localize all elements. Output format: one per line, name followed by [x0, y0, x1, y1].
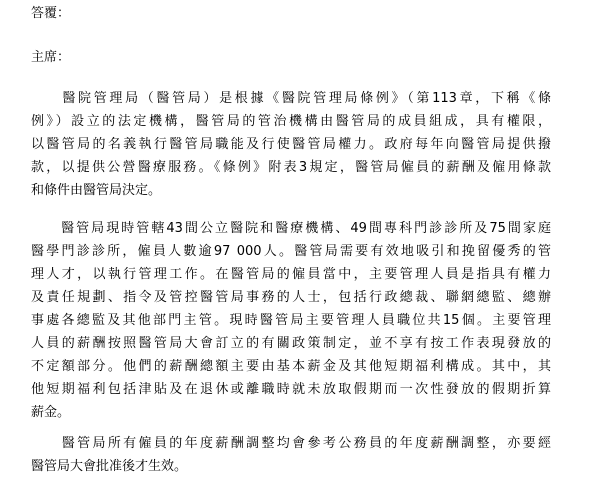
paragraph-3 [31, 436, 551, 482]
paragraph-line: 款，以提供公營醫療服務。《條例》附表3規定，醫管局僱員的薪酬及僱用條款 [31, 160, 551, 175]
paragraph-line: 事處各總監及其他部門主管。現時醫管局主要管理人員職位共15個。主要管理 [31, 313, 551, 328]
paragraph-line: 人員的薪酬按照醫管局大會訂立的有關政策制定，並不享有按工作表現發放的 [31, 336, 551, 351]
paragraph-line: 及責任規劃、指令及管控醫管局事務的人士，包括行政總裁、聯網總監、總辦 [31, 290, 551, 305]
paragraph-line: 醫管局大會批准後才生效。 [31, 459, 188, 474]
paragraph-2 [31, 221, 551, 428]
heading-answer: 答覆： [31, 6, 71, 21]
paragraph-line: 醫學門診診所，僱員人數逾97 000人。醫管局需要有效地吸引和挽留優秀的管 [31, 244, 551, 259]
paragraph-line: 醫院管理局（醫管局）是根據《醫院管理局條例》（第113章，下稱《條 [31, 91, 551, 106]
paragraph-line: 和條件由醫管局決定。 [31, 183, 162, 198]
paragraph-line: 醫管局現時管轄43間公立醫院和醫療機構、49間專科門診診所及75間家庭 [31, 221, 551, 236]
paragraph-line: 理人才，以執行管理工作。在醫管局的僱員當中，主要管理人員是指具有權力 [31, 267, 551, 282]
paragraph-line: 例》）設立的法定機構，醫管局的管治機構由醫管局的成員組成，具有權限， [31, 114, 551, 129]
paragraph-line: 薪金。 [31, 405, 71, 420]
paragraph-1 [31, 91, 551, 206]
heading-chair: 主席： [31, 50, 71, 65]
paragraph-line: 不定額部分。他們的薪酬總額主要由基本薪金及其他短期福利構成。其中，其 [31, 359, 551, 374]
paragraph-line: 他短期福利包括津貼及在退休或離職時就未放取假期而一次性發放的假期折算 [31, 382, 551, 397]
paragraph-line: 醫管局所有僱員的年度薪酬調整均會參考公務員的年度薪酬調整，亦要經 [31, 436, 551, 451]
paragraph-line: 以醫管局的名義執行醫管局職能及行使醫管局權力。政府每年向醫管局提供撥 [31, 137, 551, 152]
